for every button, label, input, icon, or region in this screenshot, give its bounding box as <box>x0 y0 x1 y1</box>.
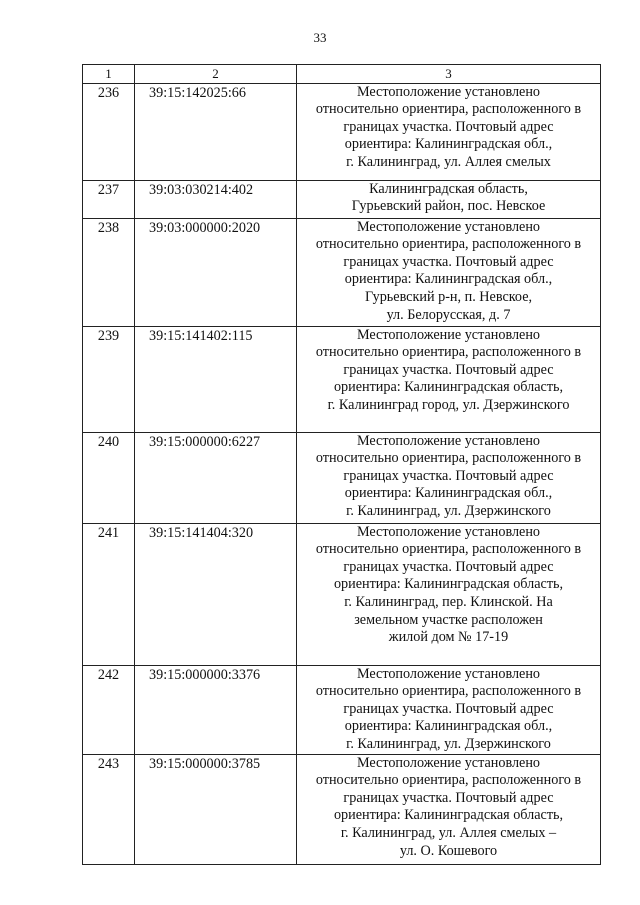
address-cell <box>297 665 601 754</box>
address-line: Гурьевский район, пос. Невское <box>351 198 546 215</box>
address-line: границах участка. Почтовый адрес <box>343 118 554 135</box>
address-line: Местоположение установлено <box>356 432 541 449</box>
cadastral-number: 39:15:141404:320 <box>135 523 297 665</box>
address-line: г. Калининград, ул. Дзержинского <box>346 735 551 752</box>
address-line: г. Калининград, ул. Дзержинского <box>346 502 551 519</box>
address-line: г. Калининград, ул. Аллея смелых <box>346 153 551 170</box>
land-registry-table <box>82 64 601 865</box>
address-line: границах участка. Почтовый адрес <box>343 789 554 806</box>
row-number: 239 <box>83 326 135 432</box>
row-number: 236 <box>83 83 135 180</box>
column-header: 2 <box>135 65 297 84</box>
address-line: Местоположение установлено <box>356 523 541 540</box>
address-line: относительно ориентира, расположенного в <box>315 101 582 118</box>
address-line: ориентира: Калининградская обл., <box>344 485 553 502</box>
address-line: относительно ориентира, расположенного в <box>315 450 582 467</box>
address-line: Местоположение установлено <box>356 754 541 771</box>
cadastral-number: 39:03:000000:2020 <box>135 218 297 326</box>
address-line: границах участка. Почтовый адрес <box>343 467 554 484</box>
address-cell <box>297 523 601 665</box>
address-line: относительно ориентира, расположенного в <box>315 772 582 789</box>
address-line: границах участка. Почтовый адрес <box>343 361 554 378</box>
cadastral-number: 39:15:000000:3785 <box>135 754 297 864</box>
address-cell <box>297 83 601 180</box>
page-number: 33 <box>313 30 327 45</box>
address-line: относительно ориентира, расположенного в <box>315 683 582 700</box>
address-line: границах участка. Почтовый адрес <box>343 558 554 575</box>
table-row <box>83 83 601 180</box>
address-line: ориентира: Калининградская обл., <box>344 718 553 735</box>
address-line: границах участка. Почтовый адрес <box>343 700 554 717</box>
row-number: 241 <box>83 523 135 665</box>
row-number: 240 <box>83 432 135 523</box>
address-cell <box>297 180 601 218</box>
table-row <box>83 326 601 432</box>
address-line: Местоположение установлено <box>356 665 541 682</box>
address-line: ориентира: Калининградская обл., <box>344 136 553 153</box>
address-line: Местоположение установлено <box>356 326 541 343</box>
address-line: г. Калининград город, ул. Дзержинского <box>327 396 570 413</box>
address-line: ориентира: Калининградская обл., <box>344 271 553 288</box>
address-cell <box>297 326 601 432</box>
address-line: Гурьевский р-н, п. Невское, <box>364 288 533 305</box>
address-cell <box>297 754 601 864</box>
row-number: 237 <box>83 180 135 218</box>
address-line: относительно ориентира, расположенного в <box>315 236 582 253</box>
table-header-row <box>83 65 601 84</box>
address-line: г. Калининград, пер. Клинской. На <box>344 593 553 610</box>
row-number: 243 <box>83 754 135 864</box>
address-line: ул. Белорусская, д. 7 <box>386 306 511 323</box>
row-number: 238 <box>83 218 135 326</box>
table-row <box>83 180 601 218</box>
table-row <box>83 218 601 326</box>
cadastral-number: 39:15:141402:115 <box>135 326 297 432</box>
address-line: ориентира: Калининградская область, <box>333 379 564 396</box>
address-line: относительно ориентира, расположенного в <box>315 344 582 361</box>
address-line: ориентира: Калининградская область, <box>333 807 564 824</box>
table-row <box>83 754 601 864</box>
address-line: ориентира: Калининградская область, <box>333 576 564 593</box>
address-line: границах участка. Почтовый адрес <box>343 253 554 270</box>
table-row <box>83 432 601 523</box>
address-cell <box>297 218 601 326</box>
table-row <box>83 665 601 754</box>
address-line: земельном участке расположен <box>354 611 543 628</box>
cadastral-number: 39:15:000000:6227 <box>135 432 297 523</box>
address-line: Местоположение установлено <box>356 83 541 100</box>
table-row <box>83 523 601 665</box>
cadastral-number: 39:15:142025:66 <box>135 83 297 180</box>
address-line: Местоположение установлено <box>356 218 541 235</box>
column-header: 3 <box>297 65 601 84</box>
address-line: относительно ориентира, расположенного в <box>315 541 582 558</box>
column-header: 1 <box>83 65 135 84</box>
address-cell <box>297 432 601 523</box>
row-number: 242 <box>83 665 135 754</box>
cadastral-number: 39:15:000000:3376 <box>135 665 297 754</box>
address-line: Калининградская область, <box>369 180 528 197</box>
cadastral-number: 39:03:030214:402 <box>135 180 297 218</box>
address-line: жилой дом № 17-19 <box>388 629 509 646</box>
address-line: г. Калининград, ул. Аллея смелых – <box>340 824 557 841</box>
address-line: ул. О. Кошевого <box>399 842 498 859</box>
